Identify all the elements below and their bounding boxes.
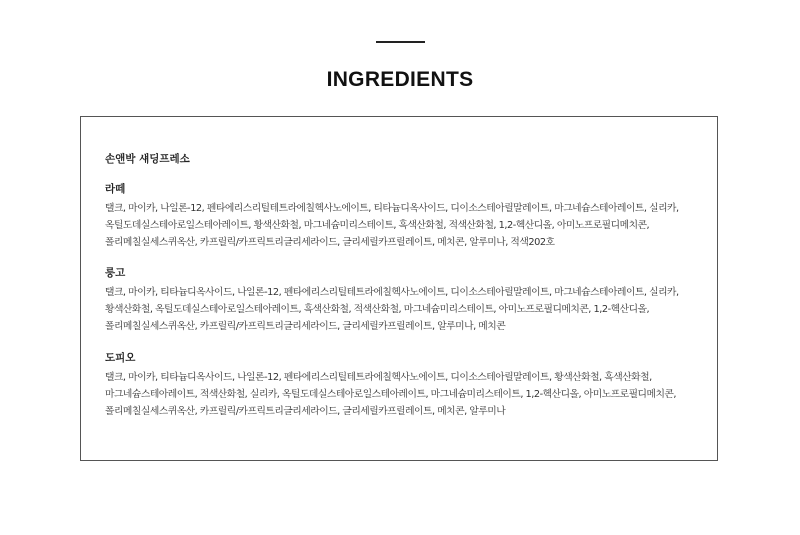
product-name: 손앤박 섀딩프레소 [105, 153, 190, 165]
section-title: 도피오 [105, 352, 136, 364]
section-title: 룽고 [105, 267, 126, 279]
ingredient-section-doppio [105, 352, 695, 420]
ingredient-section-latte [105, 183, 695, 251]
page-title: INGREDIENTS [326, 68, 474, 91]
ingredient-list: 탤크, 마이카, 티타늄디옥사이드, 나일론-12, 펜타에리스리틸테트라에칠헥사노에이트, 디이소스테아릴말레이트, 황색산화철, 흑색산화철, 마그네슘스테아레이트, 적색산화철, 실리카, 옥틸도데실스테아로일스테아레이트, 마그네슘미리스테이트, 1,2-헥산디올, 아미노프로필디메치콘, 폴리메칠실세스퀴옥산, 카프릴릭/카프릭트리글리세라이드, 글리세릴카프릴레이트, 메치콘, 알루미나 [105, 372, 676, 417]
ingredient-list: 탤크, 마이카, 나일론-12, 펜타에리스리틸테트라에칠헥사노에이트, 티타늄디옥사이드, 디이소스테아릴말레이트, 마그네슘스테아레이트, 실리카, 옥틸도데실스테아로일스테아레이트, 황색산화철, 마그네슘미리스테이트, 흑색산화철, 적색산화철, 1,2-헥산디올, 아미노프로필디메치콘, 폴리메칠실세스퀴옥산, 카프릴릭/카프릭트리글리세라이드, 글리세릴카프릴레이트, 메치콘, 알루미나, 적색202호 [105, 203, 679, 248]
ingredients-panel [80, 116, 718, 461]
ingredient-list: 탤크, 마이카, 티타늄디옥사이드, 나일론-12, 펜타에리스리틸테트라에칠헥사노에이트, 디이소스테아릴말레이트, 마그네슘스테아레이트, 실리카, 황색산화철, 옥틸도데실스테아로일스테아레이트, 흑색산화철, 적색산화철, 마그네슘미리스테이트, 아미노프로필디메치콘, 1,2-헥산디올, 폴리메칠실세스퀴옥산, 카프릴릭/카프릭트리글리세라이드, 글리세릴카프릴레이트, 알루미나, 메치콘 [105, 287, 679, 332]
section-title: 라떼 [105, 183, 126, 195]
heading-divider [376, 41, 425, 43]
ingredient-section-lungo [105, 267, 695, 335]
